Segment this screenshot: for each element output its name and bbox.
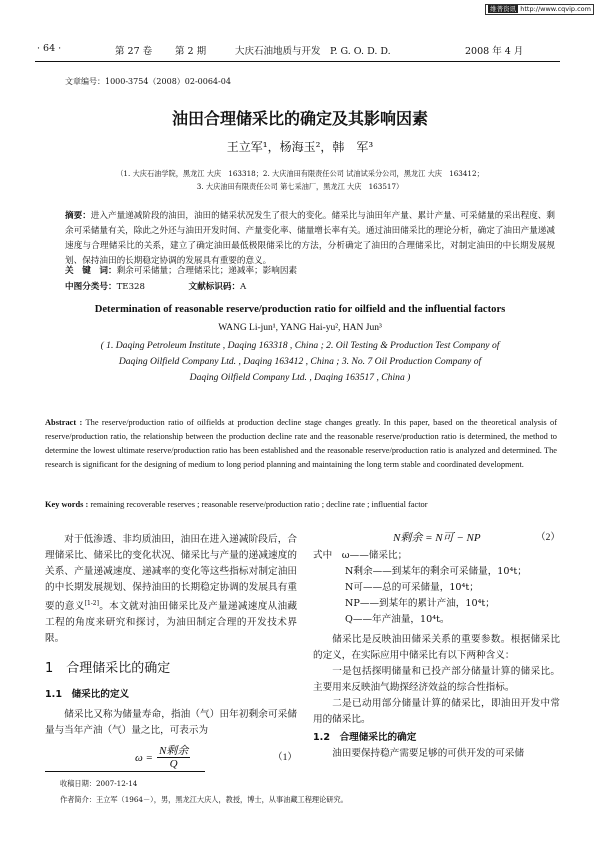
left-column	[45, 532, 297, 770]
abstract-en-text: The reserve/production ratio of oilfields at production decline stage changes greatly. In this paper, based on the theoretical analysis of reserve/production ratio, the relationship between the production decline rate and the reasonable reserve/production ratio is determined, the method to determine the lowest ultimate reserve/production ratio has been established and the reasonable reserve/production ratio is analyzed and determined. The research is significant for the designing of medium to long period planning and maintaining the long term stable and coordinated development.	[45, 418, 557, 469]
abstract-en	[45, 416, 557, 472]
equation-1	[45, 745, 297, 770]
affiliation-cn-line: 3. 大庆油田有限责任公司 第七采油厂，黑龙江 大庆 163517）	[196, 182, 404, 191]
abstract-en-label: Abstract :	[45, 418, 83, 427]
eq1-fraction	[157, 745, 190, 770]
eq1-number: （1）	[273, 751, 297, 763]
paragraph: 储采比是反映油田储采关系的重要参数。根据储采比的定义，在实际应用中储采比有以下两种含义：	[313, 634, 560, 661]
affiliation-en-line: ( 1. Daqing Petroleum Institute , Daqing 163318 , China ; 2. Oil Testing & Production Test Company of	[100, 340, 500, 351]
clc-label: 中图分类号：	[65, 282, 117, 292]
keywords-en	[45, 500, 557, 509]
clc-value: TE328	[116, 282, 145, 292]
article-number: 文章编号：1000-3754（2008）02-0064-04	[65, 77, 231, 86]
keywords-cn	[65, 264, 555, 276]
header-page: · 64 ·	[37, 43, 62, 54]
received-date: 收稿日期：2007-12-14	[60, 779, 138, 788]
abstract-cn	[65, 209, 555, 269]
header-issue: 第 2 期	[175, 46, 207, 57]
header-rule	[35, 61, 560, 62]
definition-line: Q——年产油量，10⁴t。	[345, 614, 450, 625]
affiliation-cn-line: （1. 大庆石油学院，黑龙江 大庆 163318；2. 大庆油田有限责任公司 试油试采分公司，黑龙江 大庆 163412；	[116, 169, 484, 178]
section-1-2-heading: 1.2 合理储采比的确定	[313, 732, 417, 743]
title-en: Determination of reasonable reserve/production ratio for oilfield and the influential factors	[94, 304, 506, 315]
doc-code-label: 文献标识码：	[188, 282, 241, 292]
definition-line: N剩余——到某年的剩余可采储量，10⁴t；	[345, 566, 527, 577]
section-1-heading: 1 合理储采比的确定	[45, 661, 171, 677]
definition-line: N可——总的可采储量，10⁴t；	[345, 582, 479, 593]
section-1-1-heading: 1.1 储采比的定义	[45, 689, 130, 701]
author-bio: 作者简介：王立军（1964－），男，黑龙江大庆人，教授，博士，从事油藏工程理论研究。	[60, 795, 348, 804]
title-cn: 油田合理储采比的确定及其影响因素	[171, 109, 428, 128]
header-journal: 大庆石油地质与开发 P. G. O. D. D.	[235, 46, 391, 57]
affiliation-en-line: Daqing Oilfield Company Ltd. , Daqing 163412 , China ; 3. No. 7 Oil Production Company of	[118, 356, 482, 367]
classification-cn	[65, 280, 555, 292]
eq1-numerator: N剩余	[158, 745, 189, 758]
affiliations-cn	[60, 167, 540, 193]
running-header	[35, 40, 560, 60]
header-volume: 第 27 卷	[115, 46, 153, 57]
keywords-en-text: remaining recoverable reserves ; reasonable reserve/production ratio ; decline rate ; influential factor	[88, 500, 428, 509]
eq2-expression: N剩余 = N可 − NP	[393, 532, 481, 544]
definition-paragraph: 储采比又称为储量寿命，指油（气）田年初剩余可采储量与当年产油（气）量之比，可表示为	[45, 709, 297, 737]
authors-en: WANG Li-jun¹, YANG Hai-yu², HAN Jun³	[218, 323, 382, 333]
doc-code-value: A	[240, 282, 247, 292]
header-date: 2008 年 4 月	[465, 46, 524, 57]
abstract-cn-label: 摘要：	[65, 211, 91, 221]
intro-paragraph	[45, 532, 297, 647]
affiliation-en-line: Daqing Oilfield Company Ltd. , Daqing 163517 , China )	[189, 372, 411, 383]
paragraph: 一是包括探明储量和已投产部分储量计算的储采比。主要用来反映油气勘探经济效益的综合性指标。	[313, 666, 560, 693]
equation-2	[313, 530, 560, 546]
authors-cn: 王立军¹，杨海玉²，韩 军³	[226, 140, 374, 154]
paragraph: 油田要保持稳产需要足够的可供开发的可采储	[332, 748, 525, 759]
eq2-number: （2）	[536, 532, 560, 543]
definition-line: NP——到某年的累计产油，10⁴t；	[345, 598, 495, 609]
watermark-tag: 维普资讯	[490, 5, 517, 13]
affiliations-en	[70, 338, 530, 386]
paragraph: 二是已动用部分储量计算的储采比，即油田开发中常用的储采比。	[313, 698, 560, 725]
eq1-lhs: ω =	[135, 751, 153, 764]
intro-text: 对于低渗透、非均质油田，油田在进入递减阶段后，合理储采比、储采比的变化状况、储采比与产量的递减速度的关系、产量递减速度、递减率的变化等这些指标对制定油田的中长期发展规划、保持油田的长期稳定协调的发展具有重要的意义	[45, 534, 297, 613]
right-column	[313, 530, 560, 762]
citation: [1-2]	[84, 600, 99, 607]
watermark[interactable]	[485, 4, 594, 15]
keywords-en-label: Key words :	[45, 500, 89, 509]
eq1-denominator: Q	[169, 758, 178, 771]
variable-definitions	[313, 548, 560, 628]
definition-line: 式中 ω——储采比；	[313, 550, 408, 561]
intro-tail: 。本文就对油田储采比及产量递减速度从油藏工程的角度来研究和探讨，为油田制定合理的开发技术界限。	[45, 601, 297, 645]
keywords-cn-label: 关 键 词：	[65, 266, 117, 276]
keywords-cn-text: 剩余可采储量；合理储采比；递减率；影响因素	[116, 266, 298, 276]
abstract-cn-text: 进入产量递减阶段的油田，油田的储采状况发生了很大的变化。储采比与油田年产量、累计产量、可采储量的采出程度、剩余可采储量有关，除此之外还与油田开发时间、产量变化率、储量增长率有关。通过油田储采比的理论分析，确定了油田产量递减速度与合理储采比的关系，建立了确定油田最低极限储采比的方法，分析确定了油田的合理储采比，对制定油田的中长期发展规划、保持油田的长期稳定协调的发展具有重要的意义。	[65, 211, 555, 266]
watermark-url: http://www.cqvip.com	[520, 5, 591, 13]
footnote-rule	[45, 771, 205, 772]
